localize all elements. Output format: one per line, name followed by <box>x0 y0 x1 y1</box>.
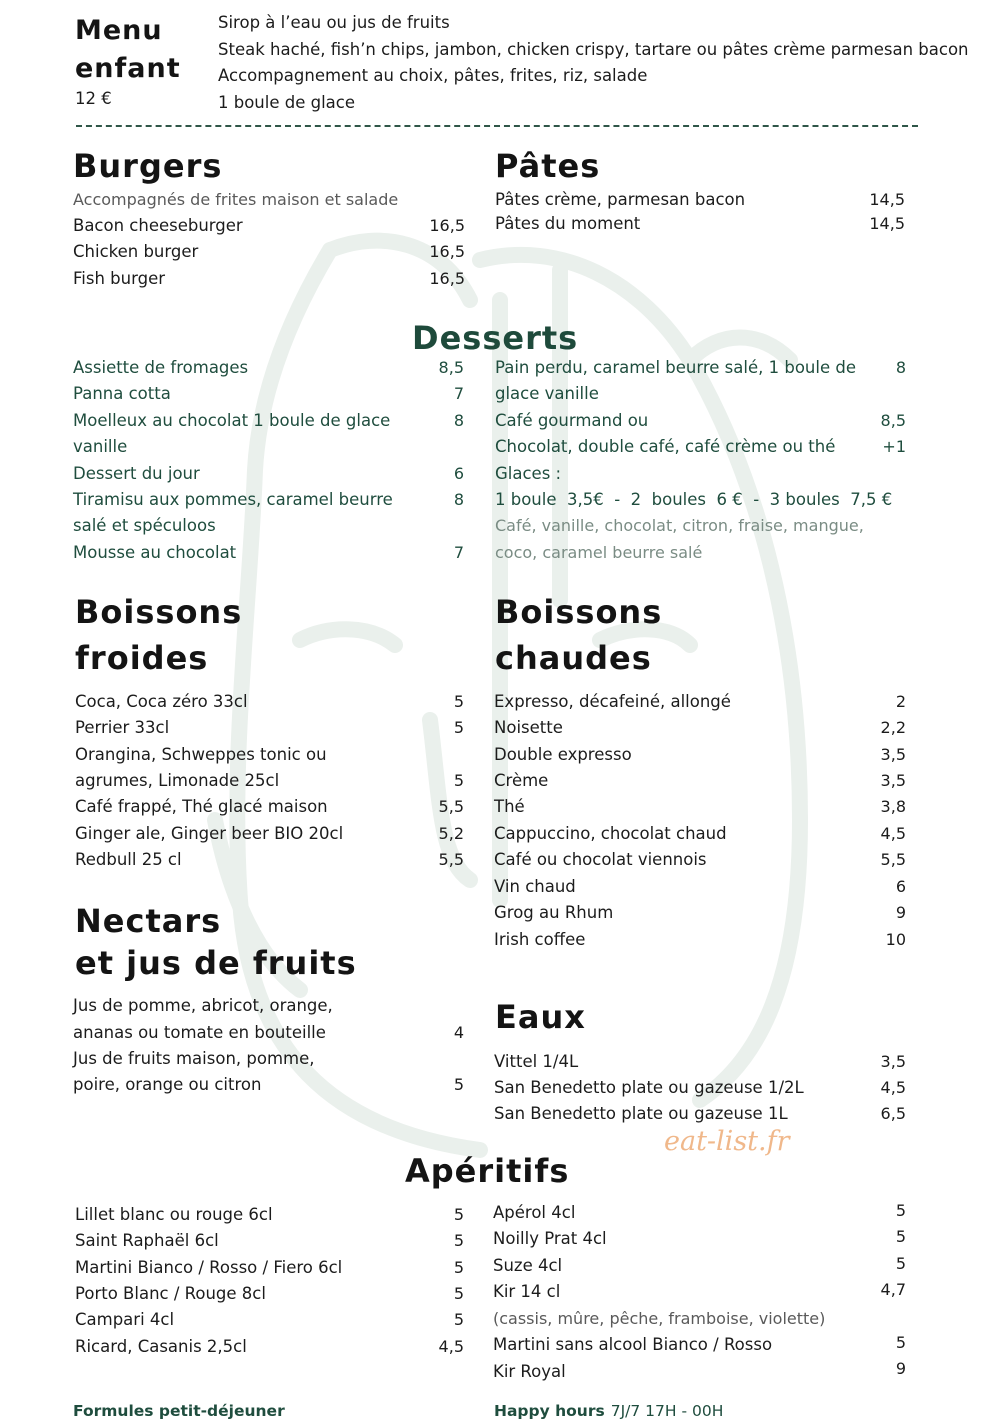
menu-item-name: Suze 4cl <box>493 1256 563 1275</box>
menu-item-name: Vittel 1/4L <box>494 1052 579 1071</box>
menu-item-name: Saint Raphaël 6cl <box>75 1231 219 1250</box>
menu-item-name-cont: glace vanille <box>495 384 599 403</box>
menu-enfant-item: Sirop à l’eau ou jus de fruits <box>218 13 450 32</box>
menu-item-price: 4,5 <box>880 824 906 843</box>
menu-item-name: Pâtes crème, parmesan bacon <box>495 190 746 209</box>
menu-item-price: 5,5 <box>438 850 464 869</box>
menu-enfant-item: Steak haché, fish’n chips, jambon, chicken crispy, tartare ou pâtes crème parmesan bacon <box>218 40 969 59</box>
menu-item-price: 4 <box>453 1023 464 1042</box>
menu-item-name: Lillet blanc ou rouge 6cl <box>75 1205 273 1224</box>
happy-hours-label: Happy hours <box>494 1402 605 1420</box>
menu-item-name: Ricard, Casanis 2,5cl <box>75 1337 247 1356</box>
menu-item-price: 5 <box>895 1201 906 1220</box>
menu-item-name: Orangina, Schweppes tonic ou <box>75 745 327 764</box>
menu-item-name: Jus de pomme, abricot, orange, <box>73 996 333 1015</box>
menu-item-name: Pâtes du moment <box>495 214 641 233</box>
desserts-title: Desserts <box>412 319 579 357</box>
menu-item-name: San Benedetto plate ou gazeuse 1L <box>494 1104 788 1123</box>
menu-item-price: 5 <box>453 1205 464 1224</box>
menu-item-price: 14,5 <box>869 190 905 209</box>
menu-item-price: 5 <box>453 1231 464 1250</box>
menu-item-price: 3,8 <box>880 797 906 816</box>
menu-item-name: Redbull 25 cl <box>75 850 182 869</box>
menu-item-name: Martini sans alcool Bianco / Rosso <box>493 1335 773 1354</box>
menu-item-name: Chocolat, double café, café crème ou thé <box>495 437 836 456</box>
site-watermark: eat-list.fr <box>664 1126 790 1157</box>
happy-hours-time: 7J/7 17H - 00H <box>610 1402 724 1420</box>
menu-item-name: Irish coffee <box>494 930 586 949</box>
menu-item-name: Mousse au chocolat <box>73 543 237 562</box>
menu-item-price: 16,5 <box>429 269 465 288</box>
glaces-prices: 1 boule 3,5€ - 2 boules 6 € - 3 boules 7,5 € <box>495 490 893 509</box>
menu-enfant-title-1: Menu <box>75 15 163 46</box>
menu-item-name: Kir 14 cl <box>493 1282 561 1301</box>
happy-hours <box>494 1398 723 1424</box>
menu-item-price: 9 <box>895 1359 906 1378</box>
menu-item-name: Ginger ale, Ginger beer BIO 20cl <box>75 824 344 843</box>
menu-item-price: 5 <box>453 718 464 737</box>
menu-item-price: 14,5 <box>869 214 905 233</box>
menu-item-price: 5 <box>453 1075 464 1094</box>
menu-item-name: Noilly Prat 4cl <box>493 1229 607 1248</box>
menu-item-name: Perrier 33cl <box>75 718 170 737</box>
menu-item-price: 5,5 <box>880 850 906 869</box>
menu-item-price: 6,5 <box>880 1104 906 1123</box>
menu-item-price: 6 <box>453 464 464 483</box>
menu-item-price: 3,5 <box>880 771 906 790</box>
menu-item-price: 3,5 <box>880 745 906 764</box>
menu-item-name-cont: vanille <box>73 437 128 456</box>
menu-item-price: 5 <box>453 1310 464 1329</box>
menu-item-price: 5 <box>895 1333 906 1352</box>
menu-item-name: Grog au Rhum <box>494 903 614 922</box>
nectars-title-1: Nectars <box>75 902 222 940</box>
menu-item-price: +1 <box>882 437 906 456</box>
glaces-flavors: Café, vanille, chocolat, citron, fraise, mangue, <box>495 516 864 535</box>
menu-item-price: 5 <box>453 692 464 711</box>
pates-title: Pâtes <box>495 147 601 185</box>
menu-item-price: 5 <box>453 1284 464 1303</box>
glaces-label: Glaces : <box>495 464 562 483</box>
menu-item-price: 9 <box>895 903 906 922</box>
menu-item-name-cont: poire, orange ou citron <box>73 1075 262 1094</box>
menu-item-price: 7 <box>453 384 464 403</box>
menu-enfant-price: 12 € <box>75 89 112 108</box>
menu-item-price: 8 <box>453 490 464 509</box>
menu-item-name: Crème <box>494 771 549 790</box>
eaux-title: Eaux <box>495 998 586 1036</box>
menu-item-price: 4,7 <box>880 1280 906 1299</box>
boissons-chaudes-title-2: chaudes <box>495 639 652 677</box>
menu-item-name-cont: salé et spéculoos <box>73 516 216 535</box>
menu-item-name: Vin chaud <box>494 877 576 896</box>
menu-item-price: 5,5 <box>438 797 464 816</box>
menu-enfant-item: Accompagnement au choix, pâtes, frites, riz, salade <box>218 66 648 85</box>
glaces-flavors-cont: coco, caramel beurre salé <box>495 543 703 562</box>
menu-item-price: 5 <box>453 771 464 790</box>
menu-item-name: Kir Royal <box>493 1362 566 1381</box>
menu-item-name: Martini Bianco / Rosso / Fiero 6cl <box>75 1258 343 1277</box>
menu-item-name: Porto Blanc / Rouge 8cl <box>75 1284 266 1303</box>
menu-enfant-title-2: enfant <box>75 53 181 84</box>
menu-item-price: 5 <box>895 1227 906 1246</box>
menu-item-price: 16,5 <box>429 242 465 261</box>
boissons-froides-title-2: froides <box>75 639 209 677</box>
menu-item-name: Jus de fruits maison, pomme, <box>73 1049 315 1068</box>
menu-item-price: 5 <box>453 1258 464 1277</box>
menu-item-name: Apérol 4cl <box>493 1203 576 1222</box>
menu-item-name: Expresso, décafeiné, allongé <box>494 692 731 711</box>
menu-item-price: 8 <box>895 358 906 377</box>
burgers-subtitle: Accompagnés de frites maison et salade <box>73 190 399 209</box>
menu-item-name: Panna cotta <box>73 384 171 403</box>
menu-item-name: Café frappé, Thé glacé maison <box>75 797 328 816</box>
dashed-divider <box>76 125 918 127</box>
nectars-title-2: et jus de fruits <box>75 944 357 982</box>
menu-item-price: 10 <box>885 930 906 949</box>
menu-item-price: 7 <box>453 543 464 562</box>
menu-item-name: Dessert du jour <box>73 464 200 483</box>
menu-enfant-item: 1 boule de glace <box>218 93 356 112</box>
menu-item-price: 5,2 <box>438 824 464 843</box>
menu-item-price: 2 <box>895 692 906 711</box>
menu-item-name: Coca, Coca zéro 33cl <box>75 692 248 711</box>
menu-item-price: 4,5 <box>880 1078 906 1097</box>
aperitifs-title: Apéritifs <box>405 1152 570 1190</box>
menu-item-price: 8,5 <box>438 358 464 377</box>
menu-item-price: 4,5 <box>438 1337 464 1356</box>
menu-item-price: 8,5 <box>880 411 906 430</box>
boissons-chaudes-title-1: Boissons <box>495 593 663 631</box>
menu-item-price: 2,2 <box>880 718 906 737</box>
menu-item-name: Chicken burger <box>73 242 199 261</box>
menu-item-name: Bacon cheeseburger <box>73 216 243 235</box>
menu-item-name: Pain perdu, caramel beurre salé, 1 boule de <box>495 358 856 377</box>
menu-item-name: Campari 4cl <box>75 1310 175 1329</box>
menu-item-name: Tiramisu aux pommes, caramel beurre <box>73 490 393 509</box>
menu-item-name: Double expresso <box>494 745 632 764</box>
menu-item-price: 16,5 <box>429 216 465 235</box>
menu-item-name: Fish burger <box>73 269 166 288</box>
menu-item-price: 5 <box>895 1254 906 1273</box>
menu-item-name: San Benedetto plate ou gazeuse 1/2L <box>494 1078 804 1097</box>
boissons-froides-title-1: Boissons <box>75 593 243 631</box>
menu-item-name-cont: agrumes, Limonade 25cl <box>75 771 280 790</box>
formules-petit-dejeuner: Formules petit-déjeuner <box>73 1402 285 1420</box>
menu-item-name: Moelleux au chocolat 1 boule de glace <box>73 411 391 430</box>
menu-item-name: Café gourmand ou <box>495 411 649 430</box>
menu-item-name-cont: ananas ou tomate en bouteille <box>73 1023 326 1042</box>
menu-item-name: Thé <box>494 797 525 816</box>
menu-item-name: Assiette de fromages <box>73 358 249 377</box>
burgers-title: Burgers <box>73 147 223 185</box>
menu-item-name: Café ou chocolat viennois <box>494 850 707 869</box>
kir-flavors-note: (cassis, mûre, pêche, framboise, violette) <box>493 1309 826 1328</box>
menu-item-name: Cappuccino, chocolat chaud <box>494 824 727 843</box>
menu-item-price: 8 <box>453 411 464 430</box>
menu-item-name: Noisette <box>494 718 563 737</box>
menu-item-price: 6 <box>895 877 906 896</box>
menu-item-price: 3,5 <box>880 1052 906 1071</box>
